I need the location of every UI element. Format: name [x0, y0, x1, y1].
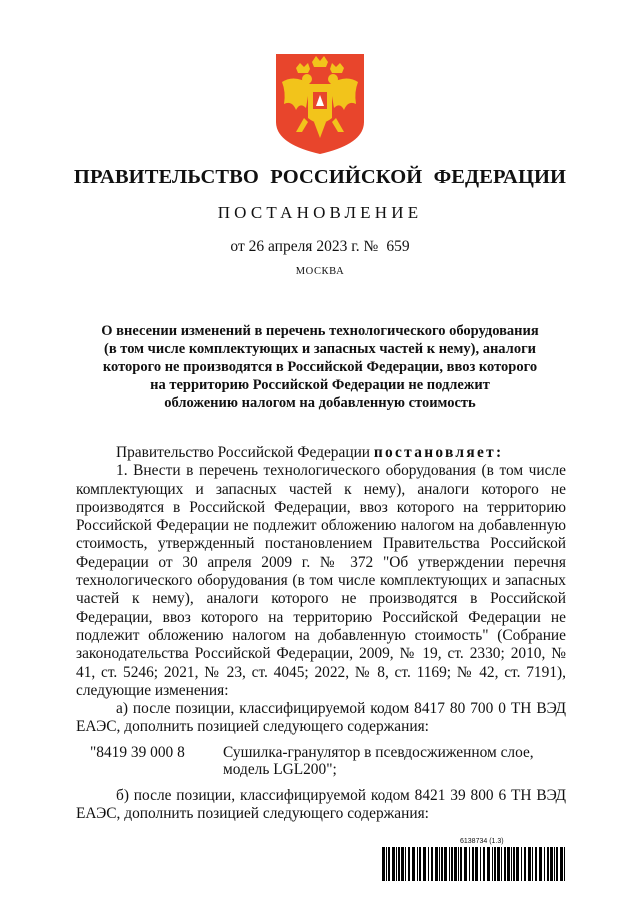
- government-title: ПРАВИТЕЛЬСТВО РОССИЙСКОЙ ФЕДЕРАЦИИ: [73, 166, 567, 188]
- coat-of-arms-emblem: [274, 52, 366, 156]
- intro-text: Правительство Российской Федерации: [116, 444, 374, 461]
- document-date: от 26 апреля 2023 г. №: [230, 238, 379, 255]
- subitem-a-paragraph: а) после позиции, классифицируемой кодом 8417 80 700 0 ТН ВЭД ЕАЭС, дополнить позицией следующего содержания:: [76, 700, 566, 736]
- subject-line: на территорию Российской Федерации не подлежит: [150, 377, 490, 393]
- document-body: [76, 444, 566, 823]
- document-barcode-block: [382, 838, 568, 882]
- barcode-number: 6138734 (1.3): [460, 838, 504, 845]
- intro-paragraph: [76, 444, 566, 462]
- document-city: МОСКВА: [295, 266, 345, 277]
- position-a: [90, 744, 566, 778]
- subitem-b-paragraph: б) после позиции, классифицируемой кодом 8421 39 800 6 ТН ВЭД ЕАЭС, дополнить позицией следующего содержания:: [76, 786, 566, 823]
- position-a-line: модель LGL200";: [223, 760, 337, 778]
- document-subject: [60, 322, 580, 412]
- document-type: ПОСТАНОВЛЕНИЕ: [217, 203, 423, 222]
- subject-line: О внесении изменений в перечень технологического оборудования: [101, 323, 539, 339]
- decree-word: постановляет:: [373, 444, 504, 461]
- position-a-line: Сушилка-гранулятор в псевдосжиженном слое,: [223, 743, 534, 761]
- subject-line: (в том числе комплектующих и запасных частей к нему), аналоги: [103, 341, 537, 357]
- position-a-code: "8419 39 000 8: [90, 743, 185, 761]
- subject-line: обложению налогом на добавленную стоимость: [164, 395, 476, 411]
- document-number: 659: [386, 238, 410, 255]
- subject-line: которого не производятся в Российской Федерации, ввоз которого: [102, 359, 538, 375]
- document-date-line: [0, 238, 640, 256]
- item-1-paragraph: 1. Внести в перечень технологического оборудования (в том числе комплектующих и запасных частей к нему), аналоги которого не производятся в Российской Федерации, ввоз которого на территорию Российской Федерации не подлежит обложению налогом на добавленную стоимость, утвержденный постановлением Правительства Российской Федерации от 30 апреля 2009 г. № 372 "Об утверждении перечня технологического оборудования (в том числе комплектующих и запасных частей к нему), аналоги которого не производятся в Российской Федерации, ввоз которого на территорию Российской Федерации не подлежит обложению налогом на добавленную стоимость" (Собрание законодательства Российской Федерации, 2009, № 19, ст. 2330; 2010, № 41, ст. 5246; 2021, № 23, ст. 4045; 2022, № 8, ст. 1169; № 42, ст. 7191), следующие изменения:: [76, 462, 566, 699]
- position-a-description: [223, 744, 566, 778]
- barcode-icon: [382, 847, 568, 881]
